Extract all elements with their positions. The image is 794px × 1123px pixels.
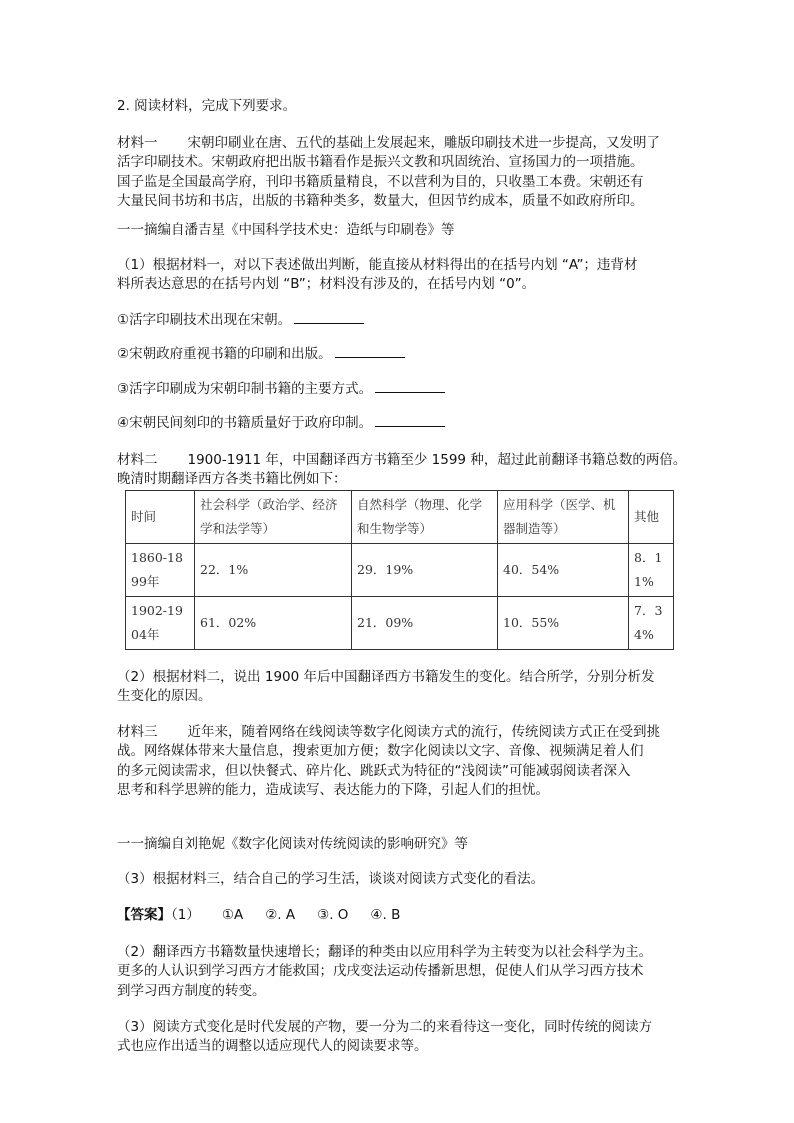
question-3: （3）根据材料三，结合自己的学习生活，谈谈对阅读方式变化的看法。 (117, 871, 545, 887)
cell: 1902-1904年 (126, 597, 195, 650)
cell: 61．02% (195, 597, 352, 650)
answer-item: ④. B (370, 907, 401, 923)
material-2 (117, 451, 687, 490)
q1-item-1 (117, 311, 687, 330)
question-1 (117, 256, 687, 295)
text-line: 活字印刷技术。宋朝政府把出版书籍看作是振兴文教和巩固统治、宣扬国力的一项措施。 (117, 154, 644, 171)
header-cell: 社会科学（政治学、经济学和法学等） (195, 491, 352, 544)
text-line: 思考和科学思辨的能力，造成读写、表达能力的下降，引起人们的担忧。 (117, 781, 549, 798)
cell: 8．11% (629, 544, 674, 597)
answer-part-1 (117, 906, 687, 925)
material-1-source: 一一摘编自潘吉星《中国科学技术史：造纸与印刷卷》等 (117, 222, 455, 238)
answer-prefix: （1） (171, 907, 200, 923)
material-3 (117, 723, 687, 800)
question-2 (117, 668, 687, 707)
item-text: ③活字印刷成为宋朝印制书籍的主要方式。 (117, 381, 373, 397)
answer-blank[interactable] (375, 380, 445, 393)
q1-item-2 (117, 345, 687, 364)
material-1-label: 材料一 (117, 135, 158, 151)
answer-blank[interactable] (335, 345, 405, 358)
q1-item-3 (117, 380, 687, 399)
item-text: ①活字印刷技术出现在宋朝。 (117, 312, 292, 328)
answer-label: 【答案】 (117, 907, 171, 923)
cell: 7．34% (629, 597, 674, 650)
header-cell: 时间 (126, 491, 195, 544)
text-line: 战。网络媒体带来大量信息，搜索更加方便；数字化阅读以文字、音像、视频满足着人们 (117, 743, 644, 760)
text-line: 近年来，随着网络在线阅读等数字化阅读方式的流行，传统阅读方式正在受到挑 (187, 724, 660, 740)
text-line: 宋朝印刷业在唐、五代的基础上发展起来，雕版印刷技术进一步提高，又发明了 (187, 135, 660, 151)
answer-item: ③. O (317, 907, 349, 923)
item-text: ②宋朝政府重视书籍的印刷和出版。 (117, 346, 332, 362)
item-text: ④宋朝民间刻印的书籍质量好于政府印制。 (117, 415, 373, 431)
cell: 21．09% (352, 597, 498, 650)
material-3-source: 一一摘编自刘艳妮《数字化阅读对传统阅读的影响研究》等 (117, 836, 468, 852)
text-line: 更多的人认识到学习西方才能救国；戊戌变法运动传播新思想，促使人们从学习西方技术 (117, 963, 644, 980)
text-line: （2）根据材料二，说出 1900 年后中国翻译西方书籍发生的变化。结合所学，分别分析发 (117, 669, 655, 685)
question-title: 2. 阅读材料，完成下列要求。 (117, 98, 297, 114)
material-1 (117, 134, 687, 211)
text-line: 的多元阅读需求，但以快餐式、碎片化、跳跃式为特征的“浅阅读”可能减弱阅读者深入 (117, 762, 631, 779)
text-line: （3）阅读方式变化是时代发展的产物，要一分为二的来看待这一变化，同时传统的阅读方 (117, 1019, 653, 1035)
answer-item: ②. A (265, 907, 296, 923)
table-row (126, 544, 674, 597)
text-line: （1）根据材料一，对以下表述做出判断，能直接从材料得出的在括号内划 “A”；违背材 (117, 257, 638, 273)
cell: 40．54% (498, 544, 629, 597)
answer-part-2 (117, 943, 687, 1001)
header-cell: 应用科学（医学、机器制造等） (498, 491, 629, 544)
text-line: 晚清时期翻译西方各类书籍比例如下： (117, 471, 347, 488)
answer-blank[interactable] (294, 311, 364, 324)
text-line: 到学习西方制度的转变。 (117, 982, 266, 999)
answer-blank[interactable] (375, 414, 445, 427)
cell: 29．19% (352, 544, 498, 597)
text-line: 1900-1911 年，中国翻译西方书籍至少 1599 种，超过此前翻译书籍总数的两倍。 (187, 452, 687, 468)
text-line: 国子监是全国最高学府，刊印书籍质量精良，不以营利为目的，只收墨工本费。宋朝还有 (117, 173, 644, 190)
text-line: 式也应作出适当的调整以适应现代人的阅读要求等。 (117, 1038, 428, 1055)
table-header-row (126, 491, 674, 544)
translation-ratio-table (125, 490, 674, 650)
material-2-label: 材料二 (117, 452, 158, 468)
header-cell: 其他 (629, 491, 674, 544)
answer-part-3 (117, 1018, 687, 1057)
text-line: 料所表达意思的在括号内划 “B”；材料没有涉及的，在括号内划 “0”。 (117, 276, 536, 293)
text-line: 大量民间书坊和书店，出版的书籍种类多，数量大，但因节约成本，质量不如政府所印。 (117, 192, 644, 209)
cell: 1860-1899年 (126, 544, 195, 597)
text-line: （2）翻译西方书籍数量快速增长；翻译的种类由以应用科学为主转变为以社会科学为主。 (117, 944, 653, 960)
cell: 22．1% (195, 544, 352, 597)
text-line: 生变化的原因。 (117, 688, 212, 705)
q1-item-4 (117, 414, 687, 433)
cell: 10．55% (498, 597, 629, 650)
material-3-label: 材料三 (117, 724, 158, 740)
header-cell: 自然科学（物理、化学和生物学等） (352, 491, 498, 544)
table-row (126, 597, 674, 650)
answer-item: ①A (221, 907, 244, 923)
